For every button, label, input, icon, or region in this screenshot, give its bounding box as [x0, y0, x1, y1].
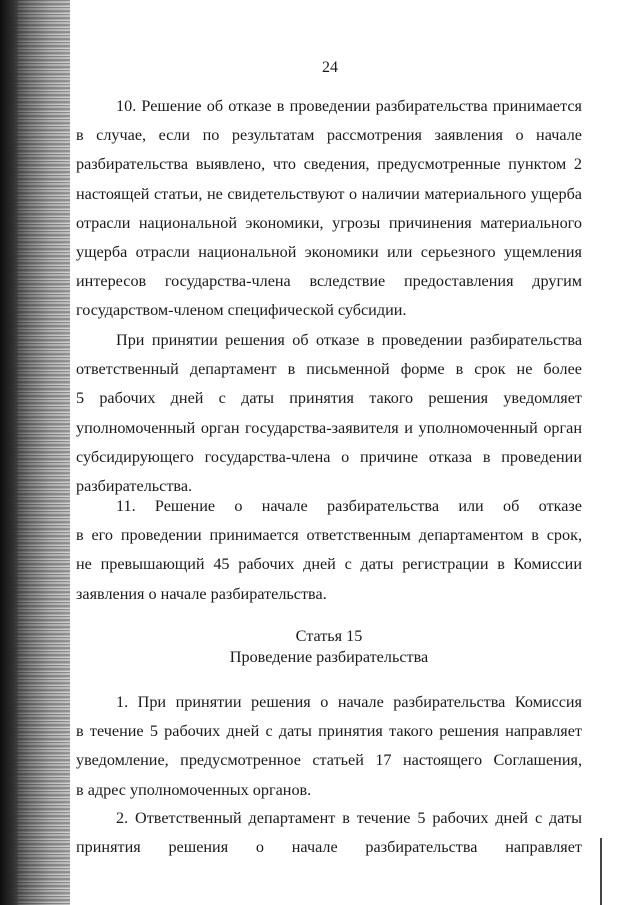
text-line: разбирательства выявлено, что сведения, предусмотренные пунктом 2 — [76, 155, 582, 174]
text-line: 10. Решение об отказе в проведении разбирательства принимается — [116, 97, 582, 115]
text-line: При принятии решения об отказе в проведении разбирательства — [116, 331, 582, 349]
text-line: 11. Решение о начале разбирательства или об отказе — [116, 497, 582, 515]
text-line: уведомление, предусмотренное статьей 17 настоящего Соглашения, — [76, 751, 582, 770]
scan-shadow-left-edge — [0, 0, 70, 905]
scan-artifact-right-line — [600, 838, 602, 905]
text-line: в случае, если по результатам рассмотрения заявления о начале — [76, 126, 582, 145]
paragraph-art15-1 — [76, 688, 582, 805]
text-line: не превышающий 45 рабочих дней с даты регистрации в Комиссии — [76, 555, 582, 574]
text-line: в течение 5 рабочих дней с даты принятия такого решения направляет — [76, 722, 582, 741]
text-line: ущерба отрасли национальной экономики или серьезного ущемления — [76, 242, 582, 261]
article-number: Статья 15 — [295, 627, 363, 645]
text-line: настоящей статьи, не свидетельствуют о наличии материального ущерба — [76, 184, 582, 203]
text-line: 5 рабочих дней с даты принятия такого решения уведомляет — [76, 389, 582, 408]
text-line: заявления о начале разбирательства. — [76, 584, 327, 603]
text-line: уполномоченный орган государства-заявителя и уполномоченный орган — [76, 418, 582, 437]
text-line: принятия решения о начале разбирательства направляет — [76, 838, 582, 857]
text-line: 1. При принятии решения о начале разбирательства Комиссия — [116, 693, 582, 711]
article-title: Проведение разбирательства — [229, 648, 429, 666]
text-line: интересов государства-члена вследствие предоставления другим — [76, 272, 582, 291]
paragraph-11 — [76, 492, 582, 609]
page-number: 24 — [322, 59, 338, 76]
paragraph-refusal-notice — [76, 326, 582, 501]
text-line: в адрес уполномоченных органов. — [76, 780, 312, 799]
text-line: отрасли национальной экономики, угрозы причинения материального — [76, 213, 582, 232]
text-line: 2. Ответственный департамент в течение 5 рабочих дней с даты — [116, 809, 582, 827]
article-heading — [76, 626, 582, 668]
text-line: субсидирующего государства-члена о причине отказа в проведении — [76, 447, 582, 466]
text-line: в его проведении принимается ответственным департаментом в срок, — [76, 526, 582, 545]
text-line: ответственный департамент в письменной форме в срок не более — [76, 360, 582, 379]
paragraph-art15-2 — [76, 804, 582, 862]
text-line: разбирательства. — [76, 476, 193, 495]
paragraph-10 — [76, 92, 582, 326]
text-line: государством-членом специфической субсидии. — [76, 301, 407, 320]
